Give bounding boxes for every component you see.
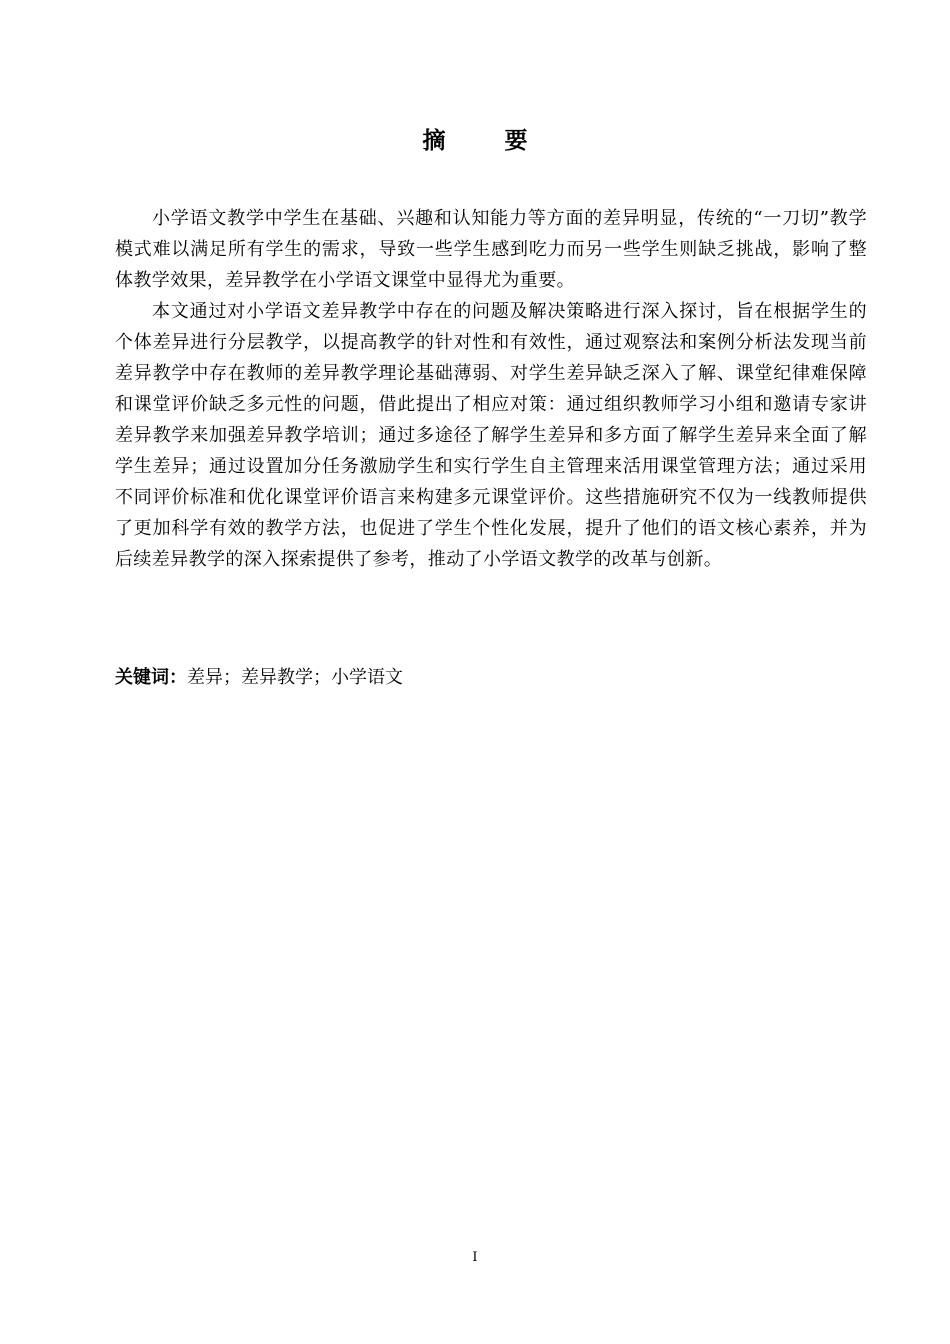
abstract-paragraph-2: 本文通过对小学语文差异教学中存在的问题及解决策略进行深入探讨，旨在根据学生的个体差异进行分层教学，以提高教学的针对性和有效性，通过观察法和案例分析法发现当前差异教学中存在教师的差异教学理论基础薄弱、对学生差异缺乏深入了解、课堂纪律难保障和课堂评价缺乏多元性的问题，借此提出了相应对策：通过组织教师学习小组和邀请专家讲差异教学来加强差异教学培训；通过多途径了解学生差异和多方面了解学生差异来全面了解学生差异；通过设置加分任务激励学生和实行学生自主管理来活用课堂管理方法；通过采用不同评价标准和优化课堂评价语言来构建多元课堂评价。这些措施研究不仅为一线教师提供了更加科学有效的教学方法，也促进了学生个性化发展，提升了他们的语文核心素养，并为后续差异教学的深入探索提供了参考，推动了小学语文教学的改革与创新。 bbox=[115, 301, 867, 570]
page-number: I bbox=[472, 1250, 478, 1265]
keywords-label: 关键词： bbox=[115, 667, 187, 688]
abstract-body bbox=[115, 203, 867, 575]
abstract-paragraph-1: 小学语文教学中学生在基础、兴趣和认知能力等方面的差异明显，传统的“一刀切”教学模式难以满足所有学生的需求，导致一些学生感到吃力而另一些学生则缺乏挑战，影响了整体教学效果，差异教学在小学语文课堂中显得尤为重要。 bbox=[115, 208, 867, 291]
keywords-value: 差异；差异教学；小学语文 bbox=[187, 667, 403, 688]
abstract-heading: 摘 要 bbox=[422, 128, 546, 154]
keywords-line bbox=[115, 664, 403, 692]
